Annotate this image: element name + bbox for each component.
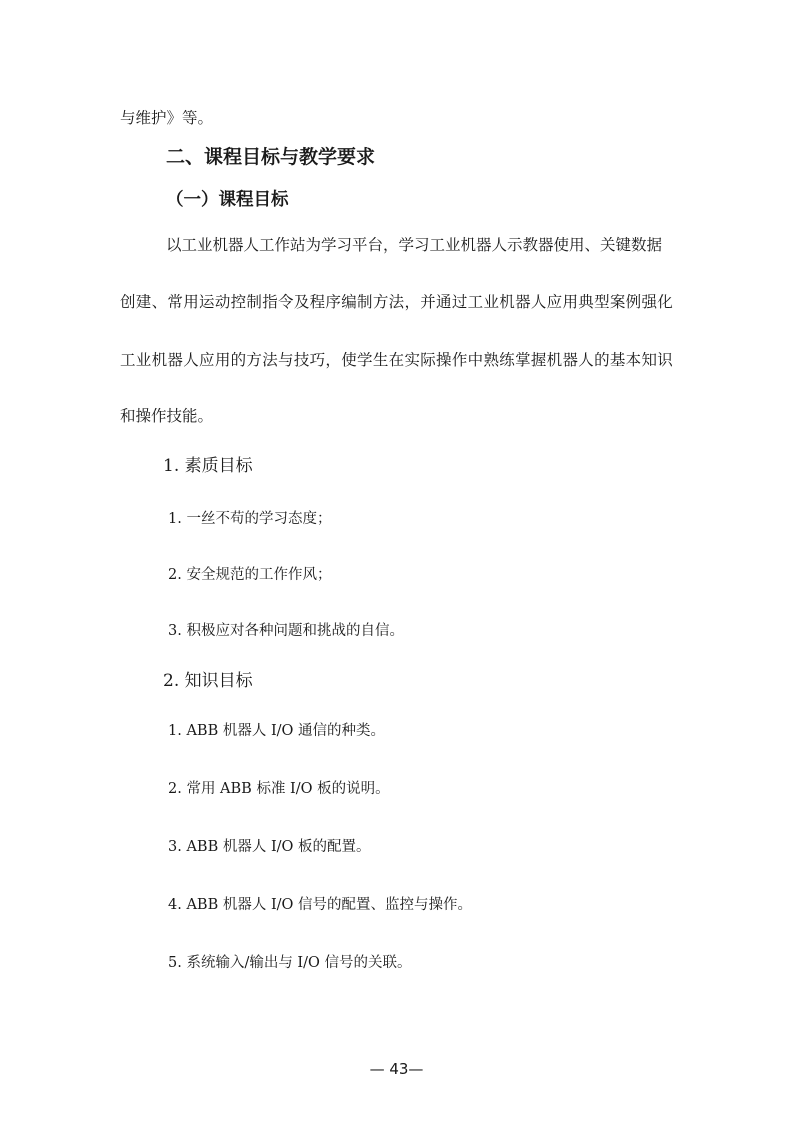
quality-goal-item: 1. 一丝不苟的学习态度； <box>168 511 332 527</box>
knowledge-goal-item: 4. ABB 机器人 I/O 信号的配置、监控与操作。 <box>168 897 473 913</box>
paragraph-line-4: 和操作技能。 <box>120 407 214 425</box>
knowledge-goal-item: 2. 常用 ABB 标准 I/O 板的说明。 <box>168 781 390 797</box>
quality-goal-item: 2. 安全规范的工作作风； <box>168 567 332 583</box>
paragraph-line-1: 以工业机器人工作站为学习平台，学习工业机器人示教器使用、关键数据 <box>166 236 663 254</box>
paragraph-line-2: 创建、常用运动控制指令及程序编制方法，并通过工业机器人应用典型案例强化 <box>120 293 673 311</box>
knowledge-goal-item: 5. 系统输入/输出与 I/O 信号的关联。 <box>168 955 412 971</box>
paragraph-line-3: 工业机器人应用的方法与技巧，使学生在实际操作中熟练掌握机器人的基本知识 <box>120 351 673 369</box>
quality-goal-item: 3. 积极应对各种问题和挑战的自信。 <box>168 623 404 639</box>
knowledge-goal-title: 2. 知识目标 <box>163 671 253 691</box>
subsection-heading: （一）课程目标 <box>166 190 289 210</box>
section-heading: 二、课程目标与教学要求 <box>166 146 376 168</box>
knowledge-goal-item: 3. ABB 机器人 I/O 板的配置。 <box>168 839 371 855</box>
continuation-text: 与维护》等。 <box>120 109 214 127</box>
knowledge-goal-item: 1. ABB 机器人 I/O 通信的种类。 <box>168 723 386 739</box>
page-number: — 43— <box>369 1060 424 1078</box>
quality-goal-title: 1. 素质目标 <box>163 456 253 476</box>
